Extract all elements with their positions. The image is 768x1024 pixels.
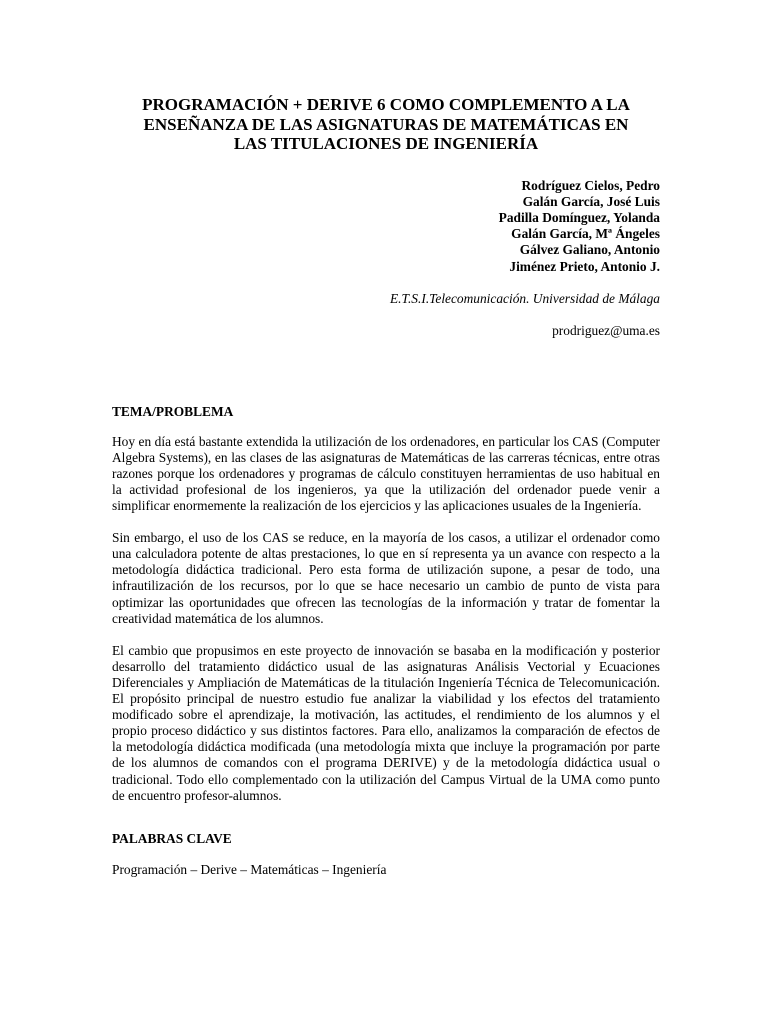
title-line-3: LAS TITULACIONES DE INGENIERÍA bbox=[233, 134, 539, 153]
author-name: Rodríguez Cielos, Pedro bbox=[521, 177, 660, 193]
document-title bbox=[112, 95, 660, 154]
keywords-line: Programación – Derive – Matemáticas – Ingeniería bbox=[112, 861, 387, 877]
body-paragraph: Hoy en día está bastante extendida la utilización de los ordenadores, en particular los CAS (Computer Algebra Systems), en las clases de las asignaturas de Matemáticas de las carreras técnicas, entre otras razones porque los ordenadores y programas de cálculo constituyen herramientas de uso habitual en la actividad profesional de los ingenieros, ya que la utilización del ordenador puede venir a simplificar enormemente la realización de los ejercicios y las aplicaciones usuales de la Ingeniería. bbox=[112, 433, 660, 514]
author-name: Gálvez Galiano, Antonio bbox=[519, 242, 660, 258]
author-name: Jiménez Prieto, Antonio J. bbox=[509, 258, 660, 274]
body-paragraph: El cambio que propusimos en este proyecto de innovación se basaba en la modificación y posterior desarrollo del tratamiento didáctico usual de las asignaturas Análisis Vectorial y Ecuaciones Diferenciales y Ampliación de Matemáticas de la titulación Ingeniería Técnica de Telecomunicación. El propósito principal de nuestro estudio fue analizar la viabilidad y los efectos del tratamiento modificado sobre el aprendizaje, la motivación, las actitudes, el rendimiento de los alumnos y el propio proceso didáctico y sus distintos factores. Para ello, analizamos la comparación de efectos de la metodología didáctica modificada (una metodología mixta que incluye la programación por parte de los alumnos de comandos con el programa DERIVE) y de la metodología didáctica usual o tradicional. Todo ello complementado con la utilización del Campus Virtual de la UMA como punto de encuentro profesor-alumnos. bbox=[112, 642, 660, 803]
author-list bbox=[112, 178, 660, 275]
contact-email: prodriguez@uma.es bbox=[552, 322, 660, 338]
author-name: Galán García, José Luis bbox=[522, 193, 660, 209]
section-heading-tema: TEMA/PROBLEMA bbox=[112, 403, 234, 419]
author-name: Galán García, Mª Ángeles bbox=[511, 226, 660, 242]
section-heading-palabras-clave: PALABRAS CLAVE bbox=[112, 830, 232, 846]
title-line-1: PROGRAMACIÓN + DERIVE 6 COMO COMPLEMENTO A LA bbox=[142, 95, 630, 114]
author-name: Padilla Domínguez, Yolanda bbox=[498, 209, 660, 225]
affiliation: E.T.S.I.Telecomunicación. Universidad de Málaga bbox=[389, 290, 660, 306]
title-line-2: ENSEÑANZA DE LAS ASIGNATURAS DE MATEMÁTICAS EN bbox=[143, 114, 629, 134]
body-paragraph: Sin embargo, el uso de los CAS se reduce, en la mayoría de los casos, a utilizar el ordenador como una calculadora potente de altas prestaciones, lo que en sí representa ya un avance con respecto a la metodología didáctica tradicional. Pero esta forma de utilización supone, a pesar de todo, una infrautilización de los recursos, por lo que se hace necesario un cambio de punto de vista para optimizar las oportunidades que ofrecen las tecnologías de la información y tratar de fomentar la creatividad matemática de los alumnos. bbox=[112, 530, 660, 626]
